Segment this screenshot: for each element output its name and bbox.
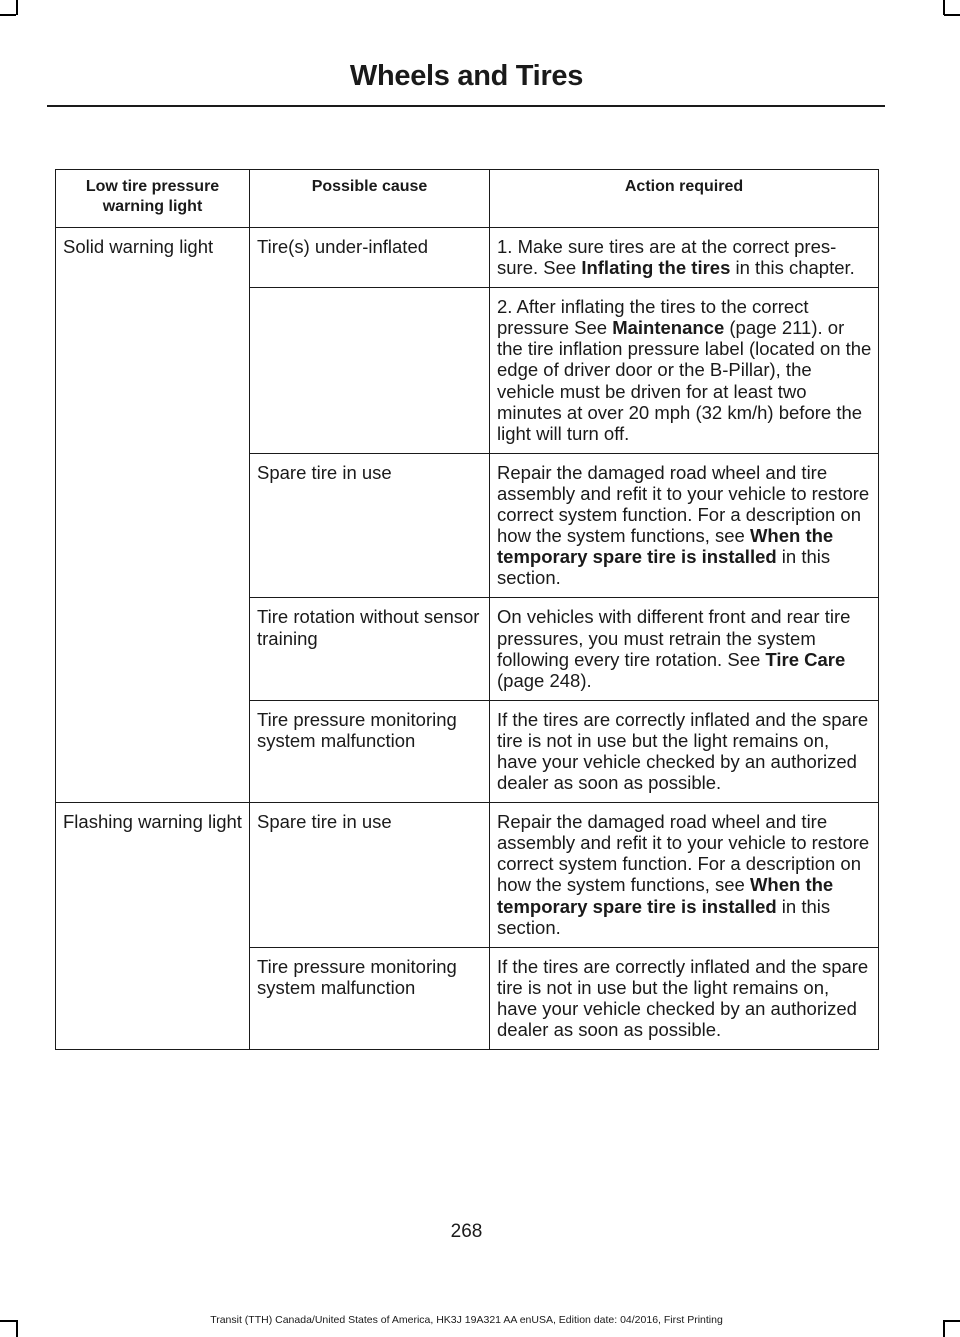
table-row (56, 803, 879, 948)
action-text: 2. After inflating the tires to the correct pressure See (497, 296, 809, 339)
page-title: Wheels and Tires (349, 60, 584, 92)
action-cell (490, 803, 879, 948)
action-cell (490, 228, 879, 288)
cross-reference: Maintenance (612, 317, 725, 339)
action-text: Repair the damaged road wheel and tire assembly and refit it to your vehicle to restore correct system function. For a description on how the system functions, see (497, 811, 870, 896)
table-row (56, 228, 879, 288)
page-number: 268 (450, 1221, 483, 1242)
action-cell (490, 947, 879, 1049)
action-text: 1. Make sure tires are at the correct pres-sure. See (497, 236, 837, 279)
action-text: If the tires are correctly inflated and the spare tire is not in use but the light remains on, have your vehicle checked by an authorized dealer as soon as possible. (497, 955, 869, 1040)
column-header-cause: Possible cause (250, 170, 490, 228)
action-cell (490, 598, 879, 700)
table-header-row (56, 170, 879, 228)
tpms-table (55, 169, 879, 1050)
action-text: in this section. (497, 546, 831, 589)
title-divider (47, 105, 885, 107)
column-header-action: Action required (490, 170, 879, 228)
action-text: Repair the damaged road wheel and tire assembly and refit it to your vehicle to restore correct system function. For a description on how the system functions, see (497, 461, 870, 547)
cause-cell: Spare tire in use (250, 803, 490, 948)
cause-cell: Tire(s) under-inflated (250, 228, 490, 288)
action-cell (490, 453, 879, 598)
warning-light-cell: Flashing warning light (56, 803, 250, 1050)
crop-mark (943, 0, 945, 15)
crop-mark (16, 0, 18, 15)
cross-reference: Tire Care (765, 648, 846, 670)
crop-mark (0, 14, 16, 16)
cross-reference: When the temporary spare tire is installed (497, 525, 834, 568)
cause-cell: Tire pressure monitoring system malfunction (250, 947, 490, 1049)
action-text: in this chapter. (730, 257, 855, 279)
footer-edition: Transit (TTH) Canada/United States of America, HK3J 19A321 AA enUSA, Edition date: 04/2016, First Printing (210, 1314, 723, 1326)
cross-reference: Inflating the tires (581, 257, 731, 279)
table-body (56, 228, 879, 1050)
action-text: If the tires are correctly inflated and the spare tire is not in use but the light remains on, have your vehicle checked by an authorized dealer as soon as possible. (497, 708, 869, 794)
action-text: in this section. (497, 895, 831, 938)
cause-cell: Tire pressure monitoring system malfunction (250, 700, 490, 802)
action-text: On vehicles with different front and rear tire pressures, you must retrain the system following every tire rotation. See (497, 606, 851, 670)
cause-cell: Tire rotation without sensor training (250, 598, 490, 700)
warning-light-cell: Solid warning light (56, 228, 250, 803)
column-header-light: Low tire pressure warning light (56, 170, 250, 228)
crop-mark (944, 14, 960, 16)
action-cell (490, 288, 879, 454)
action-cell (490, 700, 879, 802)
action-text: (page 248). (497, 669, 592, 691)
cross-reference: When the temporary spare tire is installed (497, 874, 834, 917)
crop-mark (943, 1320, 945, 1337)
action-text: (page 211). or the tire inflation pressure label (located on the edge of driver door or the B-Pillar), the vehicle must be driven for at least two minutes at over 20 mph (32 km/h) before the light will turn off. (497, 317, 872, 444)
crop-mark (944, 1320, 960, 1322)
cause-cell: Spare tire in use (250, 453, 490, 598)
cause-cell (250, 288, 490, 454)
